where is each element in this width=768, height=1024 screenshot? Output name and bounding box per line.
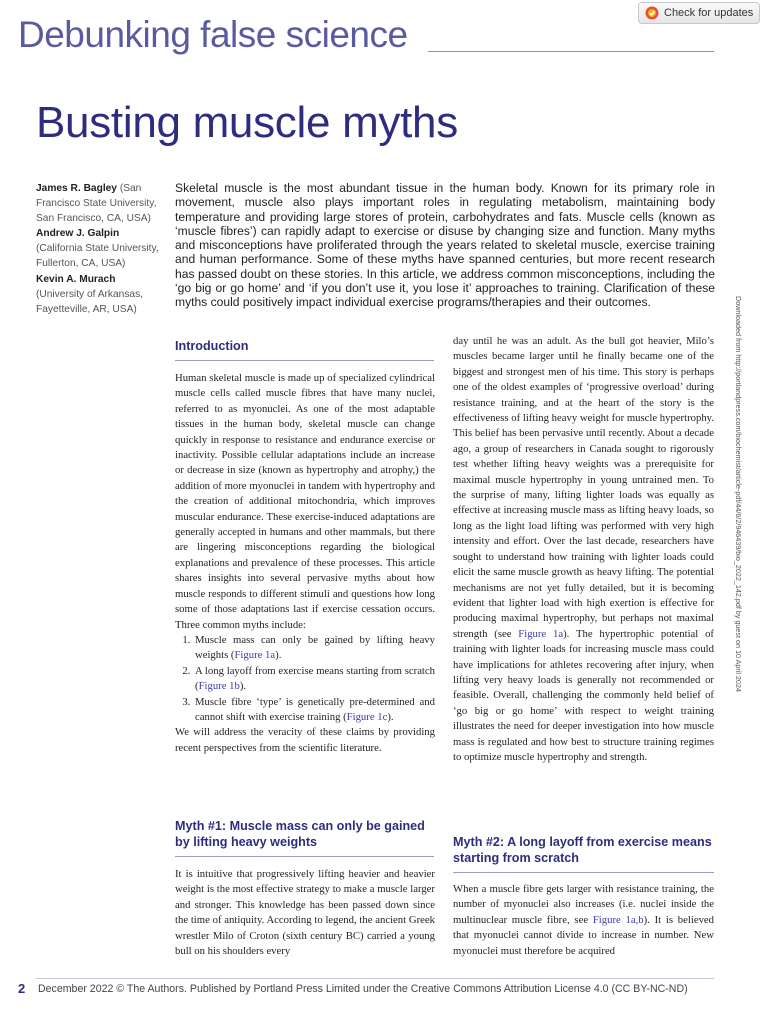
myth2-paragraph [453,882,714,959]
myth-text: Muscle mass can only be gained by lifting heavy weights ( [195,633,435,662]
figure-link[interactable]: Figure 1c [346,710,388,723]
download-notice-text: Downloaded from http://portlandpress.com/biochemist/article-pdf/44/6/2/946439/bio_2022_142.pdf by guest on 10 April 2024 [734,296,743,692]
paragraph-text: ). It is believed that myonuclei cannot divide to increase in number. New myonuclei must therefore be acquired [453,913,715,957]
myth-text-end: ). [387,710,394,723]
myth2-rule [453,872,714,873]
check-for-updates-label: Check for updates [664,7,754,19]
myth-list-item [193,664,435,695]
author-name: James R. Bagley [36,183,117,194]
myth1-heading: Myth #1: Muscle mass can only be gained by lifting heavy weights [175,819,425,849]
section-header-rule [428,51,714,52]
paragraph-text: day until he was an adult. As the bull got heavier, Milo’s muscles became larger until he finally became one of the biggest and strongest men of his time. This story is perhaps one of the oldest examples of ‘progressive overload’ during resistance training, and at the heart of the story is the effectiveness of lifting heavy weight for muscle hypertrophy. This belief has been pervasive until recently. About a decade ago, a group of researchers in Canada sought to rigorously test whether lifting heavy weights was a prerequisite for maximal muscle hypertrophy in young untrained men. To the surprise of many, lifting lighter loads was equally as effective at increasing muscle mass as lifting heavy loads, so long as the light load lifting was performed with very high intensity and effort. Over the last decade, researchers have sought to understand how training with lighter loads could elicit the same muscle growth as heavy lifting. The potential mechanisms are not yet fully detailed, but it is becoming evident that lighter load with high exertion is effective for producing maximal hypertrophy, but perhaps not maximal strength (see [453,335,714,640]
page-number: 2 [18,981,26,996]
figure-link[interactable]: Figure 1a [518,627,564,640]
myth-list-item [193,633,435,664]
right-column-body [453,334,714,765]
author-entry [36,181,164,226]
myth1-body [175,867,435,959]
myth2-body [453,882,714,959]
introduction-closing: We will address the veracity of these claims by providing recent perspectives from the scientific literature. [175,726,435,754]
footer-license: December 2022 © The Authors. Published by Portland Press Limited under the Creative Commons Attribution License 4.0 (CC BY-NC-ND) [38,983,688,995]
myth-list [175,633,435,725]
myth-text-end: ). [275,649,282,662]
myth1-rule [175,856,434,857]
author-entry [36,226,164,271]
author-name: Kevin A. Murach [36,273,116,285]
abstract: Skeletal muscle is the most abundant tissue in the human body. Known for its primary role in movement, muscle also plays important roles in regulating metabolism, maintaining body temperature and providing large stores of protein, carbohydrates and fats. Muscle cells (known as ‘muscle fibres’) can rapidly adapt to exercise or disuse by changing size and function. Many myths and misconceptions have proliferated through the years related to skeletal muscle, exercise training and human performance. Some of these myths have spanned centuries, but more recent research has passed doubt on these stories. In this article, we address common misconceptions, including the ‘go big or go home’ and ‘if you don’t use it, you lose it’ approaches to training. Clarification of these myths could positively impact individual exercise programs/therapies and their outcomes. [175,181,715,310]
introduction-body [175,371,435,756]
myth-list-item [193,695,435,726]
article-title: Busting muscle myths [36,98,458,147]
figure-link[interactable]: Figure 1a,b [592,913,644,926]
paragraph-text: ). The hypertrophic potential of training with lighter loads for increasing muscle mass could have implications for athletes recovering after injury, when lifting very heavy loads is generally not recommended or feasible. Overall, challenging the commonly held belief of ‘go big or go home’ with respect to weight training illustrates the need for deeper investigation into how muscle mass is regulated and how best to structure training regimes to optimize muscle hypertrophy and strength. [453,627,714,763]
author-affiliation: (University of Arkansas, Fayetteville, AR, USA) [36,288,144,315]
check-for-updates-button[interactable] [638,2,760,24]
introduction-paragraph: Human skeletal muscle is made up of specialized cylindrical muscle cells called muscle fibres that have many nuclei, referred to as myonuclei. As one of the most adaptable tissues in the human body, skeletal muscle can change quickly in response to resistance and endurance exercise or inactivity. Possible cellular adaptations include an increase or decrease in size (known as hypertrophy and atrophy,) the addition of more myonuclei in tandem with hypertrophy and the creation of additional mitochondria, which improves muscular endurance. These exercise-induced adaptations are generally accepted in humans and other mammals, but there are lingering misconceptions regarding the biological explanations and prevalence of these processes. This article shares insights into several pervasive myths about how muscle responds to different stimuli and questions how long some of those adaptations last if exercise cessation occurs. Three common myths include: [175,372,435,631]
myth-text: A long layoff from exercise means starting from scratch ( [195,664,435,693]
download-notice [732,296,746,766]
author-affiliation: (San Francisco State University, San Francisco, CA, USA) [36,183,157,225]
myth-text-end: ). [239,680,247,693]
author-list [36,181,164,317]
introduction-heading: Introduction [175,339,249,353]
myth1-paragraph: It is intuitive that progressively lifting heavier and heavier weight is the most effective strategy to make a muscle larger and stronger. This knowledge has been passed down since the time of antiquity. According to legend, the ancient Greek wrestler Milo of Croton (sixth century BC) carried a young bull on his shoulders every [175,868,435,958]
check-updates-icon [645,6,659,20]
author-entry [36,272,164,317]
myth2-heading: Myth #2: A long layoff from exercise means starting from scratch [453,835,712,865]
figure-link[interactable]: Figure 1a [234,649,276,662]
figure-link[interactable]: Figure 1b [198,680,240,693]
author-affiliation: (California State University, Fullerton, CA, USA) [36,243,159,270]
section-header: Debunking false science [18,14,408,55]
right-column-paragraph [453,334,714,765]
myth-text: Muscle fibre ‘type’ is genetically pre-determined and cannot shift with exercise training ( [195,695,435,723]
author-name: Andrew J. Galpin [36,228,120,240]
paragraph-text: When a muscle fibre gets larger with resistance training, the number of myonuclei also increases (i.e. nuclei inside the multinuclear muscle fibre, see [453,883,714,926]
footer-rule [36,978,714,979]
introduction-rule [175,360,434,361]
